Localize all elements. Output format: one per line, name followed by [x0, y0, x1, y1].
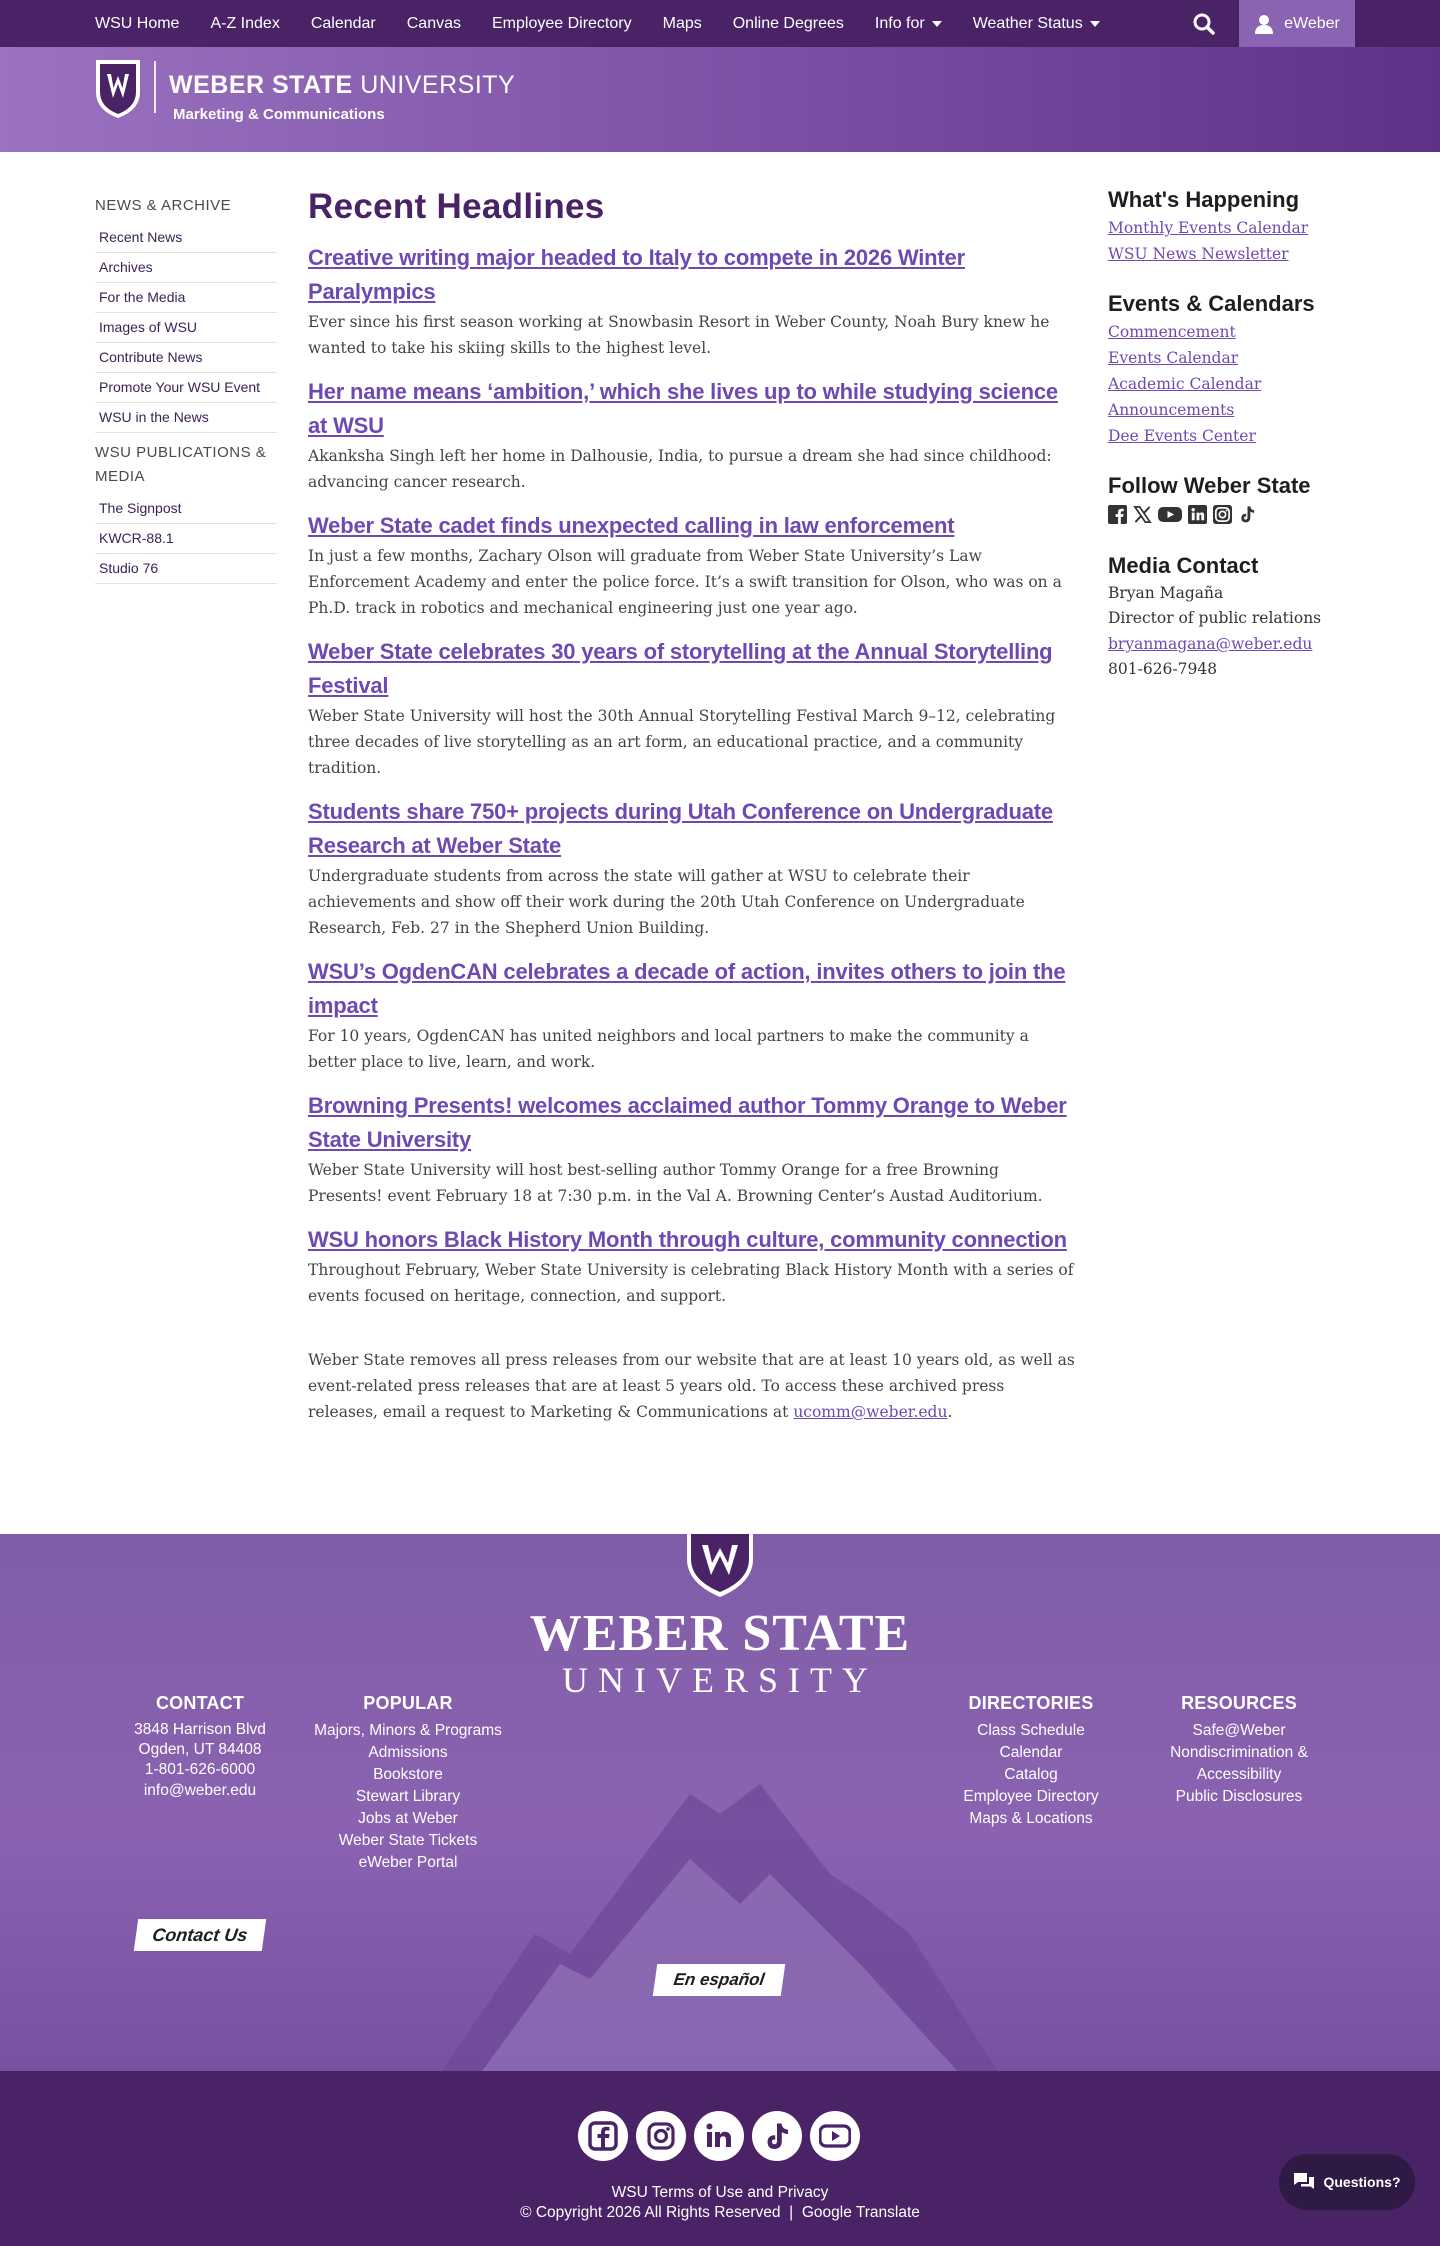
linkedin-icon[interactable]: [1188, 505, 1207, 529]
sidebar-item-studio-76[interactable]: Studio 76: [95, 554, 277, 584]
story-headline-link[interactable]: Her name means ‘ambition,’ which she lives up to while studying science at WSU: [308, 379, 1058, 438]
copyright-text: © Copyright 2026 All Rights Reserved: [520, 2204, 781, 2221]
sidebar-item-archives[interactable]: Archives: [95, 253, 277, 283]
link-monthly-events-calendar[interactable]: Monthly Events Calendar: [1108, 219, 1309, 237]
news-story: [308, 635, 1078, 781]
archive-note-end: .: [947, 1403, 953, 1421]
wsu-shield-footer-icon: [687, 1534, 753, 1602]
eweber-login-button[interactable]: [1239, 0, 1355, 47]
media-contact-block: [1108, 553, 1368, 682]
facebook-icon[interactable]: [578, 2111, 628, 2161]
chat-bubble-icon: [1293, 2172, 1315, 2192]
footer-directories-title: DIRECTORIES: [968, 1693, 1094, 1713]
footer-resources-title: RESOURCES: [1181, 1693, 1297, 1713]
link-wsu-news-newsletter[interactable]: WSU News Newsletter: [1108, 245, 1289, 263]
search-icon[interactable]: [1192, 12, 1216, 36]
nav-maps[interactable]: Maps: [662, 14, 702, 32]
link-announcements[interactable]: Announcements: [1108, 401, 1235, 419]
questions-label: Questions?: [1323, 2174, 1401, 2190]
archive-email-link[interactable]: ucomm@weber.edu: [793, 1403, 948, 1421]
footer-popular-column: [298, 1693, 518, 1874]
site-footer: [0, 1534, 1440, 2071]
story-summary: In just a few months, Zachary Olson will graduate from Weber State University’s Law Enforcement Academy and enter the police force. It’s a swift transition for Olson, who was on a Ph.D. track in robotics and mechanical engineering just one year ago.: [308, 547, 1062, 617]
eweber-label: eWeber: [1284, 14, 1340, 32]
story-headline-link[interactable]: Creative writing major headed to Italy to compete in 2026 Winter Paralympics: [308, 245, 965, 304]
footer-social-icons: [578, 2111, 860, 2161]
brand-light: UNIVERSITY: [352, 71, 516, 99]
footer-directories-column: [941, 1693, 1121, 1830]
nav-info-for-label: Info for: [874, 14, 925, 32]
story-headline-link[interactable]: Weber State celebrates 30 years of storytelling at the Annual Storytelling Festival: [308, 639, 1053, 698]
sidebar-section-title: NEWS & ARCHIVE: [95, 197, 232, 214]
link-events-calendar[interactable]: Events Calendar: [1108, 349, 1239, 367]
whats-happening-title: What's Happening: [1108, 187, 1300, 212]
whats-happening-block: [1108, 187, 1368, 267]
footer-link[interactable]: Nondiscrimination & Accessibility: [1170, 1744, 1308, 1783]
footer-link[interactable]: Bookstore: [373, 1766, 443, 1783]
events-calendars-block: [1108, 291, 1368, 449]
story-headline-link[interactable]: WSU’s OgdenCAN celebrates a decade of action, invites others to join the impact: [308, 959, 1066, 1018]
nav-online-degrees[interactable]: Online Degrees: [732, 14, 844, 32]
archive-note-text: Weber State removes all press releases from our website that are at least 10 years old, as well as event-related press releases that are at least 5 years old. To access these archived press releases, email a request to Marketing & Communications at: [308, 1351, 1075, 1421]
nav-employee-directory[interactable]: Employee Directory: [492, 14, 632, 32]
questions-chat-button[interactable]: [1279, 2154, 1415, 2210]
sidebar-item-promote-event[interactable]: Promote Your WSU Event: [95, 373, 277, 403]
nav-canvas[interactable]: Canvas: [406, 14, 461, 32]
footer-separator: |: [789, 2204, 794, 2221]
department-name[interactable]: Marketing & Communications: [173, 106, 385, 123]
footer-link[interactable]: Class Schedule: [977, 1722, 1085, 1739]
story-headline-link[interactable]: WSU honors Black History Month through culture, community connection: [308, 1227, 1067, 1252]
en-espanol-button[interactable]: En español: [653, 1964, 785, 1996]
sidebar-item-images-of-wsu[interactable]: Images of WSU: [95, 313, 277, 343]
top-nav: [95, 0, 1131, 47]
x-icon[interactable]: [1133, 505, 1152, 529]
contact-name: Bryan Magaña: [1108, 584, 1224, 602]
news-story: [308, 241, 1078, 361]
contact-role: Director of public relations: [1108, 609, 1322, 627]
facebook-icon[interactable]: [1108, 505, 1127, 529]
footer-wordmark: WEBER STATE: [529, 1605, 911, 1662]
contact-phone: 801-626-7948: [1108, 660, 1218, 678]
footer-phone: 1-801-626-6000: [144, 1761, 256, 1778]
story-headline-link[interactable]: Students share 750+ projects during Utah Conference on Undergraduate Research at Weber State: [308, 799, 1053, 858]
linkedin-icon[interactable]: [694, 2111, 744, 2161]
footer-link[interactable]: Stewart Library: [355, 1788, 461, 1805]
archive-note: [308, 1347, 1078, 1425]
nav-calendar[interactable]: Calendar: [310, 14, 376, 32]
footer-link[interactable]: Safe@Weber: [1192, 1722, 1286, 1739]
tiktok-icon[interactable]: [752, 2111, 802, 2161]
youtube-icon[interactable]: [1158, 505, 1182, 529]
story-summary: Throughout February, Weber State University is celebrating Black History Month with a series of events focused on heritage, connection, and support.: [308, 1261, 1074, 1305]
sidebar-item-wsu-in-the-news[interactable]: WSU in the News: [95, 403, 277, 433]
footer-link[interactable]: Calendar: [999, 1744, 1063, 1761]
nav-wsu-home[interactable]: WSU Home: [95, 14, 180, 32]
link-dee-events-center[interactable]: Dee Events Center: [1108, 427, 1256, 445]
link-commencement[interactable]: Commencement: [1108, 323, 1236, 341]
nav-info-for-dropdown[interactable]: [875, 15, 942, 33]
sidebar-item-the-signpost[interactable]: The Signpost: [95, 494, 277, 524]
caret-down-icon: [1090, 21, 1100, 27]
footer-wordmark-university: UNIVERSITY: [562, 1660, 878, 1700]
story-headline-link[interactable]: Weber State cadet finds unexpected calling in law enforcement: [308, 513, 955, 538]
sidebar-nav: [95, 194, 277, 584]
footer-address-line: 3848 Harrison Blvd: [134, 1721, 266, 1738]
sidebar-item-for-the-media[interactable]: For the Media: [95, 283, 277, 313]
story-summary: Weber State University will host best-selling author Tommy Orange for a free Browning Presents! event February 18 at 7:30 p.m. in the Val A. Browning Center’s Austad Auditorium.: [308, 1161, 1043, 1205]
footer-contact-title: CONTACT: [155, 1693, 245, 1713]
contact-email-link[interactable]: bryanmagana@weber.edu: [1108, 635, 1313, 653]
main-area: [0, 152, 1440, 1534]
top-navigation-bar: [0, 0, 1440, 47]
brand-bold: WEBER STATE: [169, 71, 353, 99]
right-sidebar: [1108, 187, 1368, 706]
site-header-banner: [0, 47, 1440, 152]
footer-link[interactable]: Maps & Locations: [969, 1810, 1093, 1827]
header-divider: [154, 61, 156, 113]
nav-az-index[interactable]: A-Z Index: [210, 14, 280, 32]
link-academic-calendar[interactable]: Academic Calendar: [1108, 375, 1262, 393]
footer-bottom-bar: [0, 2071, 1440, 2246]
story-summary: Weber State University will host the 30th Annual Storytelling Festival March 9–12, celebrating three decades of live storytelling as an art form, an educational practice, and a community tradition.: [308, 707, 1056, 777]
wsu-shield-logo-icon[interactable]: [94, 58, 142, 125]
footer-link[interactable]: Admissions: [368, 1744, 448, 1761]
footer-popular-title: POPULAR: [363, 1693, 453, 1713]
news-story: [308, 375, 1078, 495]
footer-link[interactable]: Employee Directory: [963, 1788, 1099, 1805]
footer-contact-column: [115, 1693, 285, 1802]
headlines-content: [308, 187, 1078, 1425]
story-summary: Undergraduate students from across the state will gather at WSU to celebrate their achievements and show off their work during the 20th Utah Conference on Undergraduate Research, Feb. 27 in the Shepherd Union Building.: [308, 867, 1025, 937]
news-story: [308, 795, 1078, 941]
social-icons-row: [1108, 505, 1368, 529]
contact-us-button[interactable]: Contact Us: [134, 1919, 266, 1951]
caret-down-icon: [932, 21, 942, 27]
story-summary: For 10 years, OgdenCAN has united neighbors and local partners to make the community a better place to live, learn, and work.: [308, 1027, 1029, 1071]
footer-link[interactable]: Public Disclosures: [1175, 1788, 1303, 1805]
footer-link[interactable]: Jobs at Weber: [358, 1810, 458, 1827]
page-title: Recent Headlines: [308, 187, 605, 226]
footer-email-link[interactable]: info@weber.edu: [143, 1782, 257, 1799]
tiktok-icon[interactable]: [1238, 505, 1257, 529]
sidebar-section-title: WSU PUBLICATIONS & MEDIA: [95, 444, 267, 485]
instagram-icon[interactable]: [636, 2111, 686, 2161]
footer-address-line: Ogden, UT 84408: [138, 1741, 262, 1758]
user-icon: [1254, 14, 1274, 34]
media-contact-title: Media Contact: [1108, 553, 1259, 578]
instagram-icon[interactable]: [1213, 505, 1232, 529]
sidebar-item-kwcr[interactable]: KWCR-88.1: [95, 524, 277, 554]
story-headline-link[interactable]: Browning Presents! welcomes acclaimed author Tommy Orange to Weber State University: [308, 1093, 1067, 1152]
events-calendars-title: Events & Calendars: [1108, 291, 1315, 316]
news-story: [308, 1223, 1078, 1309]
mountain-graphic: [440, 1764, 1000, 2071]
university-wordmark[interactable]: [169, 71, 515, 100]
story-summary: Ever since his first season working at Snowbasin Resort in Weber County, Noah Bury knew he wanted to take his skiing skills to the highest level.: [308, 313, 1050, 357]
sidebar-item-contribute-news[interactable]: Contribute News: [95, 343, 277, 373]
story-summary: Akanksha Singh left her home in Dalhousie, India, to pursue a dream she had since childhood: advancing cancer research.: [308, 447, 1052, 491]
nav-weather-status-label: Weather Status: [972, 14, 1083, 32]
follow-title: Follow Weber State: [1108, 473, 1311, 498]
nav-weather-status-dropdown[interactable]: [973, 15, 1100, 33]
footer-link[interactable]: Majors, Minors & Programs: [314, 1722, 502, 1739]
footer-resources-column: [1154, 1693, 1324, 1808]
news-story: [308, 1089, 1078, 1209]
footer-link[interactable]: eWeber Portal: [358, 1854, 458, 1871]
youtube-icon[interactable]: [810, 2111, 860, 2161]
footer-legal-links: [0, 2183, 1440, 2223]
footer-link[interactable]: Weber State Tickets: [338, 1832, 478, 1849]
news-story: [308, 955, 1078, 1075]
terms-of-use-link[interactable]: WSU Terms of Use and Privacy: [611, 2184, 829, 2201]
footer-link[interactable]: Catalog: [1004, 1766, 1058, 1783]
news-story: [308, 509, 1078, 621]
sidebar-item-recent-news[interactable]: Recent News: [95, 223, 277, 253]
google-translate-link[interactable]: Google Translate: [801, 2204, 920, 2221]
